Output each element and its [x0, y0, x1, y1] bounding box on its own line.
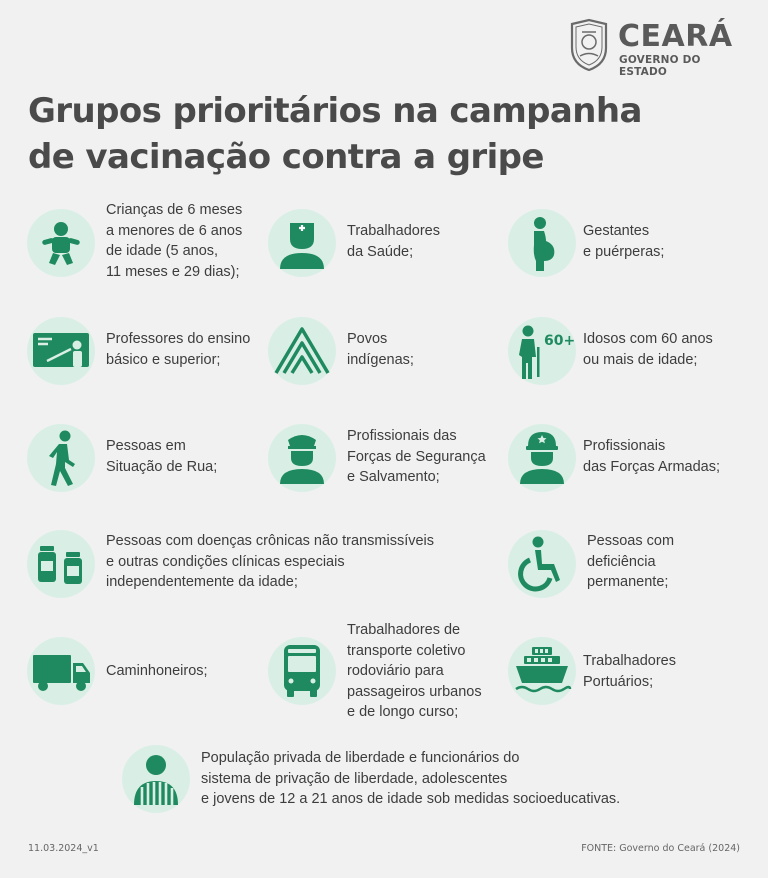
group-line: Trabalhadores	[583, 653, 676, 669]
group-line: e de longo curso;	[347, 704, 459, 720]
group-line: Profissionais	[583, 438, 666, 454]
group-line: independentemente da idade;	[106, 574, 298, 590]
group-line: Pessoas com	[587, 533, 675, 549]
group-line: da Saúde;	[347, 243, 414, 260]
group-line: Pessoas com doenças crônicas não transmissíveis	[106, 533, 435, 549]
ceara-logo	[568, 18, 748, 78]
ship-icon	[508, 637, 576, 705]
police-officer-icon	[268, 424, 336, 492]
group-line: Portuários;	[583, 673, 654, 690]
title-line-2: de vacinação contra a gripe	[28, 137, 544, 177]
elderly-badge: 60+	[544, 333, 576, 349]
group-line: Trabalhadores	[347, 223, 440, 239]
version-label: 11.03.2024_v1	[28, 843, 99, 854]
group-line: básico e superior;	[106, 351, 221, 368]
group-line: das Forças Armadas;	[583, 458, 720, 475]
group-line: Forças de Segurança	[347, 448, 486, 465]
group-line: e puérperas;	[583, 243, 665, 260]
group-line: Povos	[347, 331, 388, 347]
group-line: Idosos com 60 anos	[583, 331, 713, 347]
group-line: indígenas;	[347, 351, 414, 368]
group-line: Situação de Rua;	[106, 458, 218, 475]
brand-subtitle: GOVERNO DO ESTADO	[619, 54, 701, 78]
brand-name: CEARÁ	[618, 19, 733, 54]
group-line: População privada de liberdade e funcionários do	[201, 750, 520, 766]
state-seal-icon	[568, 18, 610, 72]
group-line: e Salvamento;	[347, 469, 440, 485]
group-line: Profissionais das	[347, 428, 457, 444]
group-line: sistema de privação de liberdade, adolescentes	[201, 770, 508, 787]
source-label: FONTE: Governo do Ceará (2024)	[581, 843, 740, 854]
medicine-bottles-icon	[27, 530, 95, 598]
health-worker-icon	[268, 209, 336, 277]
indigenous-tent-icon	[268, 317, 336, 385]
group-line: ou mais de idade;	[583, 351, 698, 368]
group-line: e jovens de 12 a 21 anos de idade sob medidas socioeducativas.	[201, 791, 621, 807]
group-line: Pessoas em	[106, 438, 186, 454]
group-line: Trabalhadores de	[347, 622, 461, 638]
teacher-icon	[27, 317, 95, 385]
prisoner-icon	[122, 745, 190, 813]
elderly-icon	[508, 317, 576, 385]
group-line: deficiência	[587, 553, 656, 570]
group-line: Gestantes	[583, 223, 650, 239]
group-line: Crianças de 6 meses	[106, 202, 243, 218]
wheelchair-icon	[508, 530, 576, 598]
pregnant-woman-icon	[508, 209, 576, 277]
group-line: rodoviário para	[347, 663, 444, 679]
group-line: Professores do ensino	[106, 331, 251, 347]
group-line: 11 meses e 29 dias);	[106, 263, 240, 280]
group-line: a menores de 6 anos	[106, 222, 243, 239]
truck-icon	[27, 637, 95, 705]
baby-icon	[27, 209, 95, 277]
group-line: de idade (5 anos,	[106, 243, 219, 259]
title-line-1: Grupos prioritários na campanha	[28, 91, 642, 131]
group-line: Caminhoneiros;	[106, 663, 208, 679]
walking-person-icon	[27, 424, 95, 492]
group-line: passageiros urbanos	[347, 683, 482, 700]
bus-icon	[268, 637, 336, 705]
group-line: transporte coletivo	[347, 642, 466, 659]
page-title	[28, 88, 728, 180]
group-line: e outras condições clínicas especiais	[106, 553, 345, 570]
soldier-icon	[508, 424, 576, 492]
group-line: permanente;	[587, 574, 669, 590]
